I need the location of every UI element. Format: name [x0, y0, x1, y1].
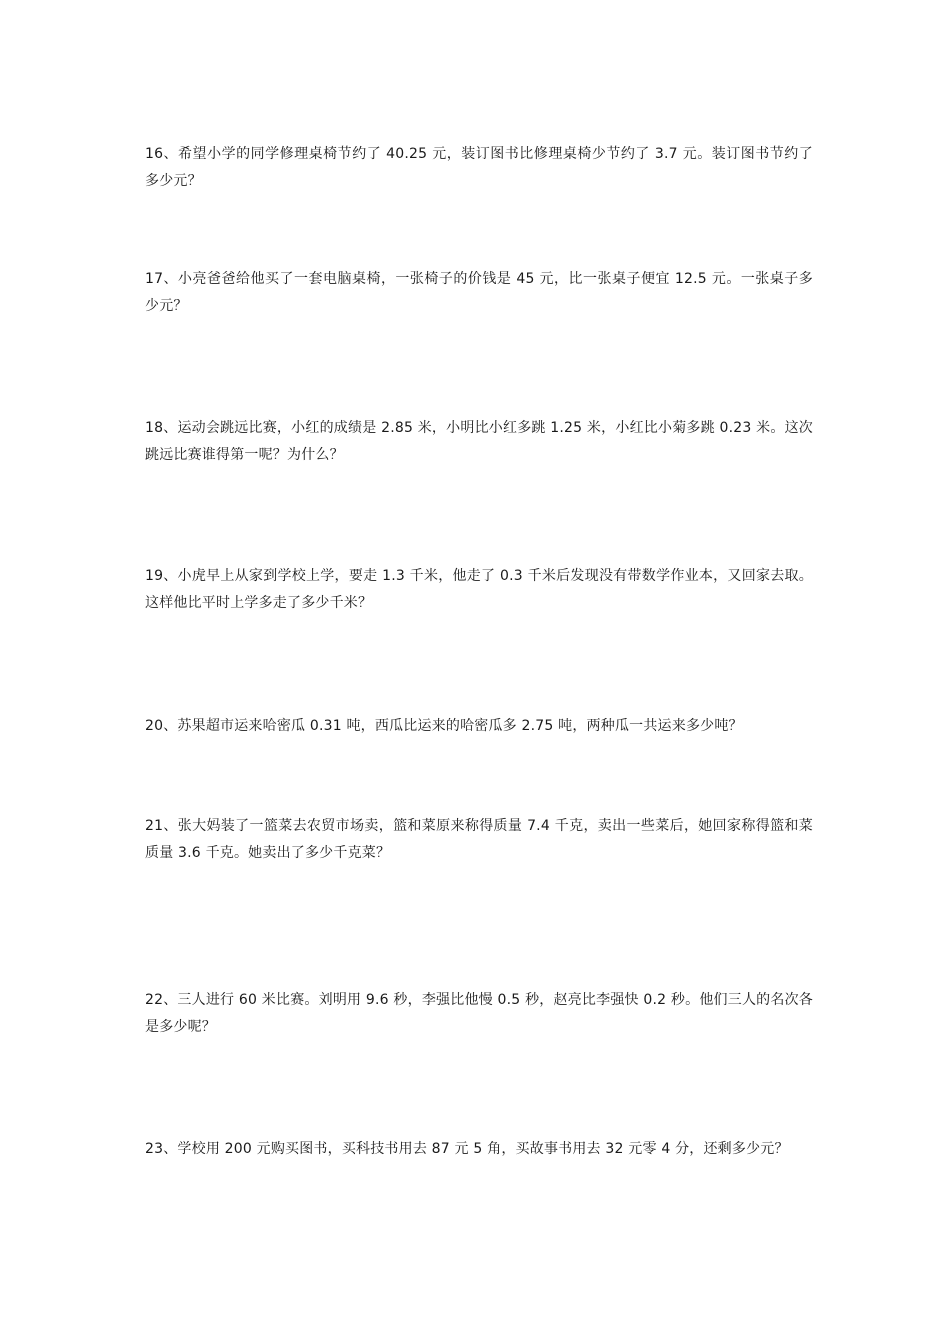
question-17: 17、小亮爸爸给他买了一套电脑桌椅，一张椅子的价钱是 45 元，比一张桌子便宜 12.5 元。一张桌子多少元？ [145, 271, 813, 314]
question-21: 21、张大妈装了一篮菜去农贸市场卖，篮和菜原来称得质量 7.4 千克，卖出一些菜后，她回家称得篮和菜质量 3.6 千克。她卖出了多少千克菜？ [145, 818, 813, 861]
question-22: 22、三人进行 60 米比赛。刘明用 9.6 秒，李强比他慢 0.5 秒，赵亮比李强快 0.2 秒。他们三人的名次各是多少呢？ [145, 992, 813, 1035]
question-18: 18、运动会跳远比赛，小红的成绩是 2.85 米，小明比小红多跳 1.25 米，小红比小菊多跳 0.23 米。这次跳远比赛谁得第一呢？为什么？ [145, 420, 813, 463]
question-16: 16、希望小学的同学修理桌椅节约了 40.25 元，装订图书比修理桌椅少节约了 3.7 元。装订图书节约了多少元？ [145, 146, 813, 189]
question-23: 23、学校用 200 元购买图书，买科技书用去 87 元 5 角，买故事书用去 32 元零 4 分，还剩多少元？ [145, 1141, 789, 1157]
question-20: 20、苏果超市运来哈密瓜 0.31 吨，西瓜比运来的哈密瓜多 2.75 吨，两种瓜一共运来多少吨？ [145, 718, 743, 734]
question-19: 19、小虎早上从家到学校上学，要走 1.3 千米，他走了 0.3 千米后发现没有带数学作业本，又回家去取。这样他比平时上学多走了多少千米？ [145, 568, 813, 611]
